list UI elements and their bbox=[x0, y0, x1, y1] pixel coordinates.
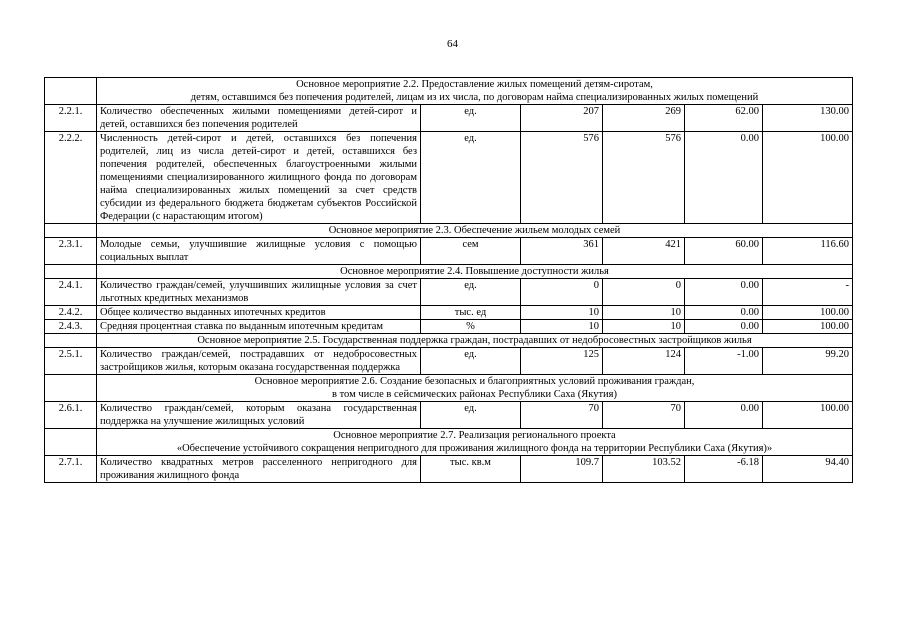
row-code: 2.3.1. bbox=[45, 238, 97, 265]
indicator-name: Средняя процентная ставка по выданным ипотечным кредитам bbox=[97, 320, 421, 334]
indicator-name: Количество граждан/семей, которым оказана государственная поддержка на улучшение жилищных условий bbox=[97, 402, 421, 429]
unit-cell: ед. bbox=[421, 105, 521, 132]
table-row bbox=[45, 348, 853, 375]
table-row bbox=[45, 105, 853, 132]
fact-value: 269 bbox=[603, 105, 685, 132]
row-code: 2.4.1. bbox=[45, 279, 97, 306]
indicators-table bbox=[44, 77, 853, 483]
fact-value: 103.52 bbox=[603, 456, 685, 483]
percent-value: 100.00 bbox=[763, 306, 853, 320]
section-title-line: Основное мероприятие 2.3. Обеспечение жильем молодых семей bbox=[328, 225, 621, 236]
unit-cell: ед. bbox=[421, 402, 521, 429]
section-title-line: в том числе в сейсмических районах Республики Саха (Якутия) bbox=[331, 389, 617, 400]
section-code-cell bbox=[45, 429, 97, 456]
indicator-name: Численность детей-сирот и детей, оставшихся без попечения родителей, лиц из числа детей-сирот и детей, оставшихся без попечения родителей, обеспеченных благоустроенными жилыми помещениями специализированного жилищного фонда по договорам найма специализированных жилых помещений за счет средств субсидии из федерального бюджета бюджетам субъектов Российской Федерации (с нарастающим итогом) bbox=[97, 132, 421, 224]
fact-value: 124 bbox=[603, 348, 685, 375]
section-title bbox=[97, 78, 853, 105]
section-code-cell bbox=[45, 265, 97, 279]
percent-value: 99.20 bbox=[763, 348, 853, 375]
section-header-row bbox=[45, 334, 853, 348]
section-title-line: детям, оставшимся без попечения родителей, лицам из их числа, по договорам найма специализированных жилых помещений bbox=[190, 92, 759, 103]
deviation-value: 0.00 bbox=[685, 306, 763, 320]
fact-value: 0 bbox=[603, 279, 685, 306]
section-header-row bbox=[45, 224, 853, 238]
section-header-row bbox=[45, 265, 853, 279]
fact-value: 421 bbox=[603, 238, 685, 265]
row-code: 2.2.1. bbox=[45, 105, 97, 132]
percent-value: 100.00 bbox=[763, 402, 853, 429]
table-row bbox=[45, 456, 853, 483]
plan-value: 70 bbox=[521, 402, 603, 429]
section-title-line: Основное мероприятие 2.4. Повышение доступности жилья bbox=[340, 266, 609, 277]
plan-value: 10 bbox=[521, 320, 603, 334]
plan-value: 10 bbox=[521, 306, 603, 320]
unit-cell: ед. bbox=[421, 279, 521, 306]
percent-value: - bbox=[763, 279, 853, 306]
section-title-line: Основное мероприятие 2.5. Государственная поддержка граждан, пострадавших от недобросовестных застройщиков жилья bbox=[197, 335, 752, 346]
page-number: 64 bbox=[447, 38, 458, 50]
unit-cell: ед. bbox=[421, 132, 521, 224]
row-code: 2.4.2. bbox=[45, 306, 97, 320]
deviation-value: 0.00 bbox=[685, 279, 763, 306]
section-title-line: Основное мероприятие 2.6. Создание безопасных и благоприятных условий проживания граждан, bbox=[254, 376, 695, 387]
plan-value: 125 bbox=[521, 348, 603, 375]
section-title bbox=[97, 224, 853, 238]
section-code-cell bbox=[45, 375, 97, 402]
percent-value: 100.00 bbox=[763, 320, 853, 334]
indicator-name: Количество граждан/семей, пострадавших от недобросовестных застройщиков жилья, которым оказана государственная поддержка bbox=[97, 348, 421, 375]
table-row bbox=[45, 320, 853, 334]
row-code: 2.5.1. bbox=[45, 348, 97, 375]
table-row bbox=[45, 279, 853, 306]
deviation-value: -6.18 bbox=[685, 456, 763, 483]
unit-cell: тыс. кв.м bbox=[421, 456, 521, 483]
indicator-name: Количество обеспеченных жилыми помещениями детей-сирот и детей, оставшихся без попечения родителей bbox=[97, 105, 421, 132]
plan-value: 109.7 bbox=[521, 456, 603, 483]
section-title-line: «Обеспечение устойчивого сокращения непригодного для проживания жилищного фонда на территории Республики Саха (Якутия)» bbox=[176, 443, 773, 454]
plan-value: 576 bbox=[521, 132, 603, 224]
unit-cell: % bbox=[421, 320, 521, 334]
table-row bbox=[45, 402, 853, 429]
section-header-row bbox=[45, 429, 853, 456]
indicator-name: Количество граждан/семей, улучшивших жилищные условия за счет льготных кредитных механизмов bbox=[97, 279, 421, 306]
row-code: 2.6.1. bbox=[45, 402, 97, 429]
section-title bbox=[97, 375, 853, 402]
deviation-value: 0.00 bbox=[685, 320, 763, 334]
unit-cell: ед. bbox=[421, 348, 521, 375]
row-code: 2.2.2. bbox=[45, 132, 97, 224]
unit-cell: сем bbox=[421, 238, 521, 265]
plan-value: 207 bbox=[521, 105, 603, 132]
deviation-value: 60.00 bbox=[685, 238, 763, 265]
section-title bbox=[97, 265, 853, 279]
plan-value: 361 bbox=[521, 238, 603, 265]
plan-value: 0 bbox=[521, 279, 603, 306]
unit-cell: тыс. ед bbox=[421, 306, 521, 320]
fact-value: 70 bbox=[603, 402, 685, 429]
percent-value: 94.40 bbox=[763, 456, 853, 483]
deviation-value: 0.00 bbox=[685, 132, 763, 224]
table-row bbox=[45, 306, 853, 320]
section-code-cell bbox=[45, 78, 97, 105]
indicator-name: Молодые семьи, улучшившие жилищные условия с помощью социальных выплат bbox=[97, 238, 421, 265]
section-title-line: Основное мероприятие 2.2. Предоставление жилых помещений детям-сиротам, bbox=[296, 79, 653, 90]
section-code-cell bbox=[45, 224, 97, 238]
section-code-cell bbox=[45, 334, 97, 348]
percent-value: 116.60 bbox=[763, 238, 853, 265]
section-title bbox=[97, 429, 853, 456]
table-row bbox=[45, 238, 853, 265]
indicator-name: Общее количество выданных ипотечных кредитов bbox=[97, 306, 421, 320]
table-row bbox=[45, 132, 853, 224]
section-header-row bbox=[45, 375, 853, 402]
fact-value: 576 bbox=[603, 132, 685, 224]
deviation-value: -1.00 bbox=[685, 348, 763, 375]
deviation-value: 62.00 bbox=[685, 105, 763, 132]
indicator-name: Количество квадратных метров расселенного непригодного для проживания жилищного фонда bbox=[97, 456, 421, 483]
percent-value: 130.00 bbox=[763, 105, 853, 132]
section-title bbox=[97, 334, 853, 348]
deviation-value: 0.00 bbox=[685, 402, 763, 429]
fact-value: 10 bbox=[603, 320, 685, 334]
fact-value: 10 bbox=[603, 306, 685, 320]
row-code: 2.4.3. bbox=[45, 320, 97, 334]
percent-value: 100.00 bbox=[763, 132, 853, 224]
row-code: 2.7.1. bbox=[45, 456, 97, 483]
section-title-line: Основное мероприятие 2.7. Реализация регионального проекта bbox=[333, 430, 616, 441]
section-header-row bbox=[45, 78, 853, 105]
